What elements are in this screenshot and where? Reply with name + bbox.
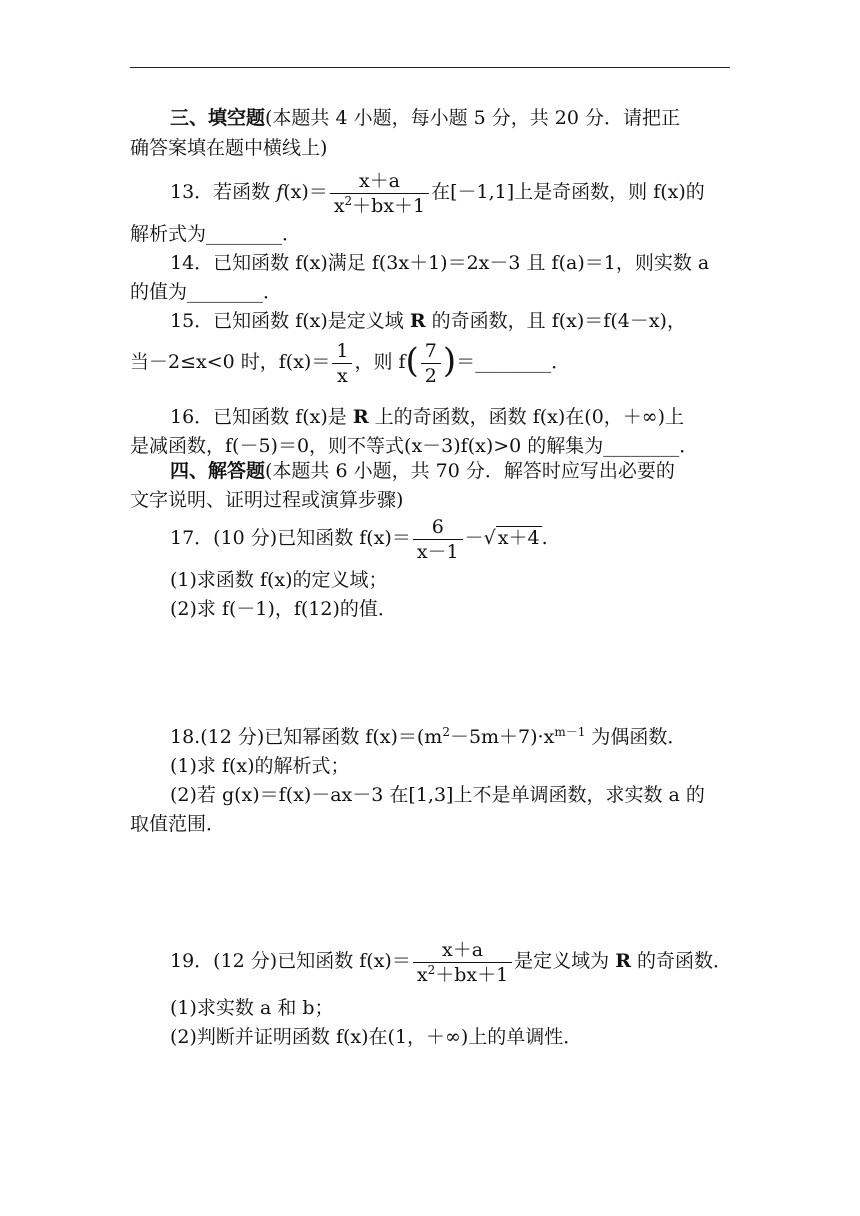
question-18: 18.(12 分)已知幂函数 $f(x)=(m^2-5m+7)\cdot x^{m-1}$ 为偶函数． — [170, 725, 687, 748]
q15-fraction-7-2: $\frac{7}{2}$ — [421, 339, 441, 388]
section3-instructions: (本题共 4 小题，每小题 5 分，共 20 分．请把正 — [265, 107, 681, 129]
q14-answer-line: 的值为________． — [130, 281, 283, 303]
reals-symbol: R — [615, 950, 632, 972]
q19-part-2: (2)判断并证明函数 f(x)在(1，＋∞)上的单调性． — [170, 1026, 583, 1048]
q13-denominator: $x^2+bx+1$ — [333, 193, 426, 217]
reals-symbol: R — [409, 310, 426, 332]
q13-fraction — [330, 169, 429, 218]
question-16: 16．已知函数 f(x)是 R 上的奇函数，函数 f(x)在(0，＋∞)上 — [170, 406, 685, 428]
question-17: 17．(10 分)已知函数 f(x)＝ $\frac{6}{x-1}$ －√ x＋4 . — [170, 515, 548, 563]
q13-eq: (x)＝ — [283, 181, 328, 203]
q17-part-2: (2)求 f(－1)，f(12)的值． — [170, 598, 397, 620]
q18-part-2: (2)若 g(x)＝f(x)－ax－3 在[1,3]上不是单调函数，求实数 a 的 — [170, 784, 705, 806]
q13-suffix: 在[－1,1]上是奇函数，则 f(x)的 — [431, 181, 705, 203]
q13-answer-line: 解析式为________． — [130, 223, 302, 245]
q18-part-1: (1)求 f(x)的解析式； — [170, 755, 350, 777]
section4-instructions: (本题共 6 小题，共 70 分．解答时应写出必要的 — [265, 460, 675, 482]
q19-fraction: $\frac{x+a}{x^2+bx+1}$ — [413, 938, 512, 987]
section3-heading-line — [170, 106, 730, 130]
question-13 — [170, 168, 730, 218]
q15-fraction-1x: $\frac{1}{x}$ — [332, 339, 352, 388]
q17-part-1: (1)求函数 f(x)的定义域； — [170, 569, 388, 591]
q19-part-1: (1)求实数 a 和 b； — [170, 997, 334, 1019]
question-14: 14．已知函数 f(x)满足 f(3x＋1)＝2x－3 且 f(a)＝1，则实数 a — [170, 252, 710, 274]
section4-heading: 四、解答题 — [170, 460, 266, 482]
q18-part-2-cont: 取值范围． — [130, 813, 226, 835]
question-19: 19．(12 分)已知函数 f(x)＝ $\frac{x+a}{x^2+bx+1}$ 是定义域为 R 的奇函数． — [170, 938, 733, 986]
q13-numerator: x＋a — [330, 169, 429, 194]
q17-sqrt: x＋4 — [497, 527, 540, 549]
question-15: 15．已知函数 f(x)是定义域 R 的奇函数，且 f(x)＝f(4－x)， — [170, 310, 686, 332]
q15-line2: 当－2≤x<0 时，f(x)＝ $\frac{1}{x}$ ，则 f( $\frac{7}{2}$ )＝________． — [130, 339, 571, 387]
q13-f: f — [276, 181, 284, 203]
section3-heading: 三、填空题 — [170, 107, 266, 129]
section4-instructions-cont: 文字说明、证明过程或演算步骤) — [130, 489, 404, 511]
q17-fraction: $\frac{6}{x-1}$ — [413, 515, 463, 564]
reals-symbol: R — [352, 406, 369, 428]
q13-prefix: 13．若函数 — [170, 181, 277, 203]
section4-heading-line — [170, 459, 730, 483]
header-rule — [130, 67, 730, 68]
section3-instructions-cont: 确答案填在题中横线上) — [130, 137, 328, 159]
q16-line2: 是减函数，f(－5)＝0，则不等式(x－3)f(x)>0 的解集为________． — [130, 435, 699, 457]
